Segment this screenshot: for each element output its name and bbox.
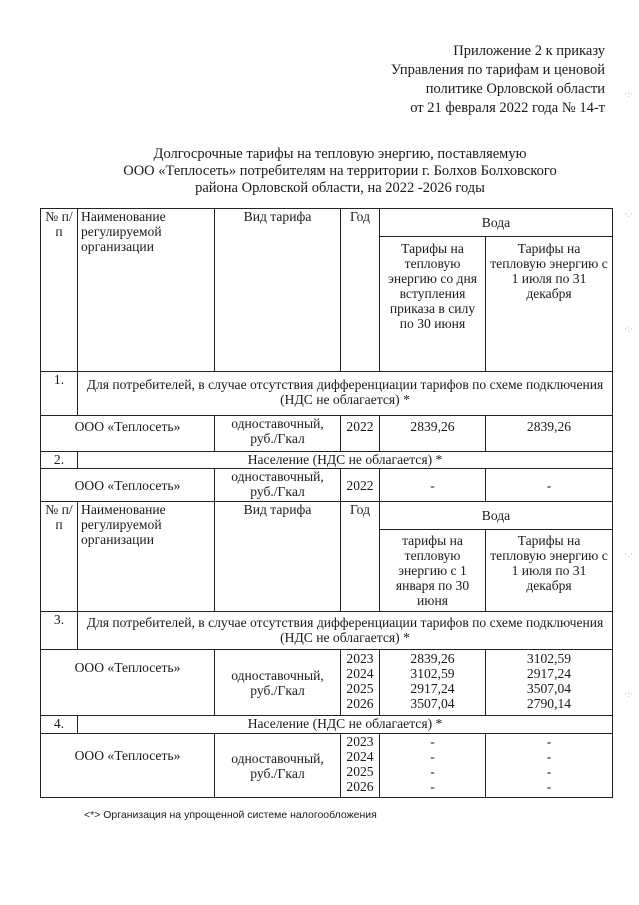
tariff-value-b: - xyxy=(546,764,552,779)
header-line: Управления по тарифам и ценовой xyxy=(390,62,605,78)
year-cell: 2022 xyxy=(341,416,380,452)
header-tariff-period-b: Тарифы на тепловую энергию с 1 июля по 31 декабря xyxy=(486,237,613,372)
header-tariff-type: Вид тарифа xyxy=(215,209,341,372)
section-num: 4. xyxy=(41,716,78,734)
scan-margin-mark: ·:· xyxy=(624,690,633,700)
tariff-value-b: 2917,24 xyxy=(526,666,572,681)
org-name: ООО «Теплосеть» xyxy=(41,650,215,716)
section-num: 1. xyxy=(41,372,78,416)
tariff-type: одноставочный, руб./Гкал xyxy=(215,650,341,716)
year-cell: 2023 xyxy=(346,651,374,666)
tariff-value-a: - xyxy=(430,779,435,794)
header-num: № п/п xyxy=(41,502,78,612)
year-cell: 2025 xyxy=(346,764,374,779)
header-water: Вода xyxy=(380,502,613,530)
table-row xyxy=(41,734,613,798)
tariff-value-a: - xyxy=(430,764,435,779)
table-row xyxy=(41,650,613,716)
tariff-type: одноставочный, руб./Гкал xyxy=(215,734,341,798)
tariff-value-b: 3102,59 xyxy=(526,651,572,666)
year-cell: 2022 xyxy=(341,469,380,502)
tariff-value-b: 2839,26 xyxy=(486,416,613,452)
org-name: ООО «Теплосеть» xyxy=(41,416,215,452)
header-tariff-period-a: тарифы на тепловую энергию с 1 января по 30 июня xyxy=(380,530,486,612)
title-line: района Орловской области, на 2022 -2026 годы xyxy=(195,180,485,196)
header-tariff-period-b: Тарифы на тепловую энергию с 1 июля по 31 декабря xyxy=(486,530,613,612)
tariff-value-a: - xyxy=(430,749,435,764)
section-title: Население (НДС не облагается) * xyxy=(78,452,613,469)
org-name: ООО «Теплосеть» xyxy=(41,734,215,798)
tariff-value-a: - xyxy=(380,469,486,502)
year-cell: 2026 xyxy=(346,696,374,711)
year-cell: 2024 xyxy=(346,749,374,764)
tariff-value-a: 2839,26 xyxy=(410,651,455,666)
footnote: <*> Организация на упрощенной системе налогообложения xyxy=(84,809,377,821)
tariff-type: одноставочный, руб./Гкал xyxy=(215,469,341,502)
section-title: Для потребителей, в случае отсутствия дифференциации тарифов по схеме подключения (НДС не облагается) * xyxy=(78,612,613,650)
tariff-type: одноставочный, руб./Гкал xyxy=(215,416,341,452)
header-org: Наименование регулируемой организации xyxy=(78,502,215,612)
tariff-value-a: 2839,26 xyxy=(380,416,486,452)
header-org: Наименование регулируемой организации xyxy=(78,209,215,372)
section-num: 2. xyxy=(41,452,78,469)
tariff-value-b: - xyxy=(546,749,552,764)
tariff-value-b: 3507,04 xyxy=(526,681,572,696)
year-cell: 2023 xyxy=(346,734,374,749)
tariff-value-b: - xyxy=(486,469,613,502)
section-title: Для потребителей, в случае отсутствия дифференциации тарифов по схеме подключения (НДС не облагается) * xyxy=(78,372,613,416)
title-line: Долгосрочные тарифы на тепловую энергию, поставляемую xyxy=(153,146,527,162)
scan-margin-mark: ·.· xyxy=(624,210,633,220)
tariff-value-a: 3507,04 xyxy=(410,696,455,711)
title-line: ООО «Теплосеть» потребителям на территории г. Болхов Болховского xyxy=(123,163,557,179)
tariff-value-b: - xyxy=(546,734,552,749)
year-cell: 2025 xyxy=(346,681,374,696)
tariff-value-b: - xyxy=(546,779,552,794)
section-title: Население (НДС не облагается) * xyxy=(78,716,613,734)
document-title xyxy=(90,146,590,197)
header-year: Год xyxy=(341,502,380,612)
tariff-table xyxy=(40,208,613,798)
header-tariff-type: Вид тарифа xyxy=(215,502,341,612)
tariff-value-b: 2790,14 xyxy=(526,696,572,711)
tariff-value-a: 3102,59 xyxy=(410,666,455,681)
header-line: Приложение 2 к приказу xyxy=(453,43,605,59)
header-line: от 21 февраля 2022 года № 14-т xyxy=(410,100,605,116)
section-num: 3. xyxy=(41,612,78,650)
tariff-value-a: - xyxy=(430,734,435,749)
table-row xyxy=(41,416,613,452)
year-cell: 2026 xyxy=(346,779,374,794)
header-tariff-period-a: Тарифы на тепловую энергию со дня вступления приказа в силу по 30 июня xyxy=(380,237,486,372)
header-year: Год xyxy=(341,209,380,372)
tariff-value-a: 2917,24 xyxy=(410,681,455,696)
header-line: политике Орловской области xyxy=(425,81,605,97)
org-name: ООО «Теплосеть» xyxy=(41,469,215,502)
year-cell: 2024 xyxy=(346,666,374,681)
scan-margin-mark: ·:· xyxy=(624,325,633,335)
header-block xyxy=(391,42,605,118)
scan-margin-mark: ·.· xyxy=(624,550,633,560)
header-water: Вода xyxy=(380,209,613,237)
header-num: № п/п xyxy=(41,209,78,372)
scan-margin-mark: ·:· xyxy=(624,90,633,100)
table-row xyxy=(41,469,613,502)
